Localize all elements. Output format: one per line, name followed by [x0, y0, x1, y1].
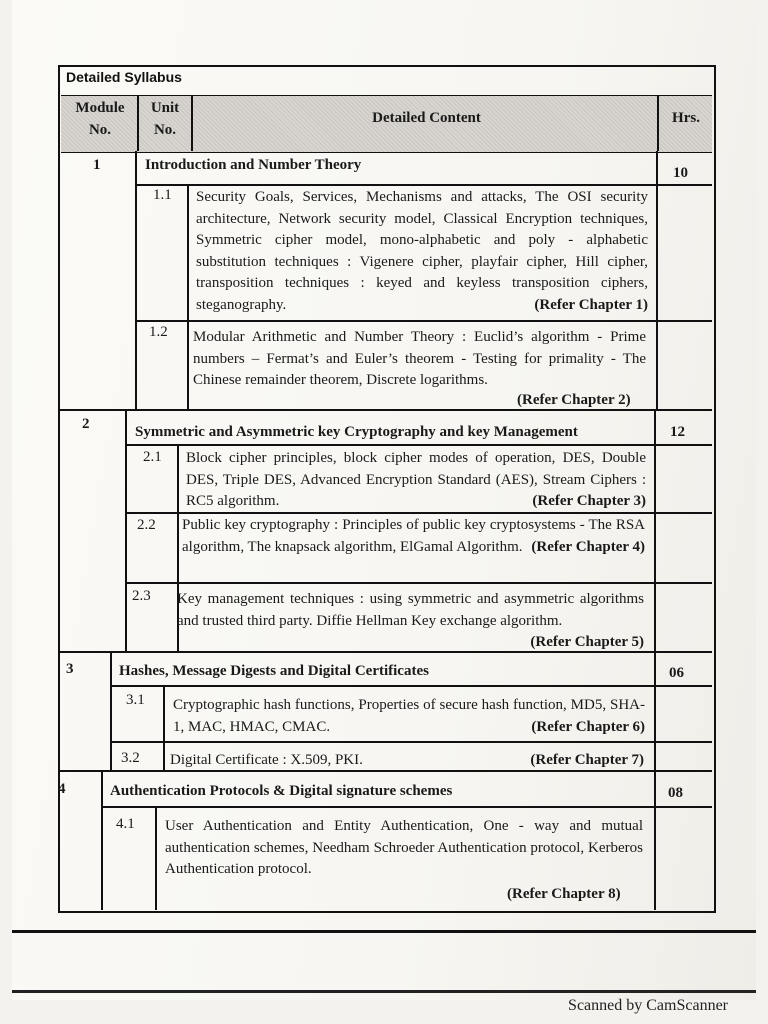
unit-description: Modular Arithmetic and Number Theory : Euclid’s algorithm - Prime numbers – Fermat’s and Euler’s theorem - Testing for primality - The Chinese remainder theorem, Discrete logarithms.: [193, 329, 646, 388]
unit-description: Public key cryptography : Principles of public key cryptosystems - The RSA algorithm, The knapsack algorithm, ElGamal Algorithm.: [182, 517, 645, 555]
unit-description: Cryptographic hash functions, Properties of secure hash function, MD5, SHA-1, MAC, HMAC, CMAC.: [173, 697, 645, 735]
row-divider: [110, 741, 712, 743]
row-divider: [101, 806, 712, 808]
row-divider: [125, 582, 712, 584]
column-divider: [155, 806, 157, 910]
unit-content: [186, 448, 646, 513]
chapter-reference: (Refer Chapter 8): [507, 886, 621, 902]
row-divider: [135, 320, 712, 322]
module-hrs: 10: [673, 165, 688, 181]
column-divider: [654, 651, 656, 770]
module-title: Authentication Protocols & Digital signature schemes: [110, 783, 453, 799]
unit-description: Key management techniques : using symmetric and asymmetric algorithms and trusted third party. Diffie Hellman Key exchange algorithm.: [177, 591, 644, 629]
module-divider: [58, 770, 712, 772]
camscanner-watermark: Scanned by CamScanner: [568, 997, 728, 1014]
unit-description: Digital Certificate : X.509, PKI.: [170, 752, 363, 768]
header-divider: [191, 95, 193, 151]
section-title: Detailed Syllabus: [66, 69, 182, 85]
chapter-reference: (Refer Chapter 6): [531, 718, 645, 735]
column-divider: [163, 685, 165, 770]
column-divider: [110, 651, 112, 770]
unit-number: 1.1: [153, 187, 172, 203]
module-hrs: 12: [670, 424, 685, 440]
unit-content: [177, 589, 644, 654]
module-number: 4: [58, 781, 66, 797]
unit-number: 2.1: [143, 449, 162, 465]
row-divider: [135, 184, 712, 186]
column-divider: [654, 770, 656, 910]
unit-content: [173, 695, 645, 738]
unit-number: 3.1: [126, 692, 145, 708]
header-unit-no: Unit No.: [150, 100, 180, 138]
page-edge: [12, 990, 756, 993]
module-number: 1: [93, 157, 101, 173]
column-divider: [187, 184, 189, 409]
unit-number: 2.2: [137, 517, 156, 533]
unit-number: 2.3: [132, 588, 151, 604]
header-divider: [137, 95, 139, 151]
module-divider: [58, 651, 712, 653]
chapter-reference: (Refer Chapter 7): [530, 752, 644, 768]
module-title: Introduction and Number Theory: [145, 157, 362, 173]
unit-description: User Authentication and Entity Authentication, One - way and mutual authentication schemes, Needham Schroeder Authentication protocol, Kerberos Authentication protocol.: [165, 818, 643, 877]
unit-content: [165, 816, 643, 881]
chapter-reference: (Refer Chapter 5): [530, 634, 644, 650]
module-number: 3: [66, 661, 74, 677]
header-divider: [657, 95, 659, 151]
unit-content: [196, 187, 648, 316]
module-title: Hashes, Message Digests and Digital Certificates: [119, 663, 429, 679]
chapter-reference: (Refer Chapter 4): [531, 538, 645, 555]
row-divider: [125, 512, 712, 514]
header-hrs: Hrs.: [672, 110, 700, 126]
module-hrs: 06: [669, 665, 684, 681]
unit-number: 1.2: [149, 324, 168, 340]
row-divider: [125, 444, 712, 446]
unit-content: [193, 327, 646, 392]
module-title: Symmetric and Asymmetric key Cryptography and key Management: [135, 424, 578, 440]
module-divider: [58, 409, 712, 411]
header-module-no: Module No.: [75, 100, 125, 138]
page-bottom-rule: [12, 930, 756, 933]
unit-description: Security Goals, Services, Mechanisms and attacks, The OSI security architecture, Network security model, Classical Encryption techniques, Symmetric cipher model, mono-alphabetic and poly - alphabetic substitution techniques : Vigenere cipher, playfair cipher, Hill cipher, transposition techniques : keyed and keyless transposition ciphers, steganography.: [196, 189, 648, 313]
module-number: 2: [82, 416, 90, 432]
unit-content: [182, 515, 645, 558]
column-divider: [656, 151, 658, 409]
chapter-reference: (Refer Chapter 1): [534, 296, 648, 313]
unit-content: [170, 750, 644, 772]
unit-number: 3.2: [121, 750, 140, 766]
header-detailed-content: Detailed Content: [372, 110, 481, 126]
column-divider: [135, 151, 137, 409]
column-divider: [101, 770, 103, 910]
chapter-reference: (Refer Chapter 2): [517, 392, 631, 408]
row-divider: [110, 685, 712, 687]
module-hrs: 08: [668, 785, 683, 801]
unit-description: Block cipher principles, block cipher modes of operation, DES, Double DES, Triple DES, Advanced Encryption Standard (AES), Stream Ciphers : RC5 algorithm.: [186, 450, 646, 509]
chapter-reference: (Refer Chapter 3): [532, 493, 646, 509]
unit-number: 4.1: [116, 816, 135, 832]
